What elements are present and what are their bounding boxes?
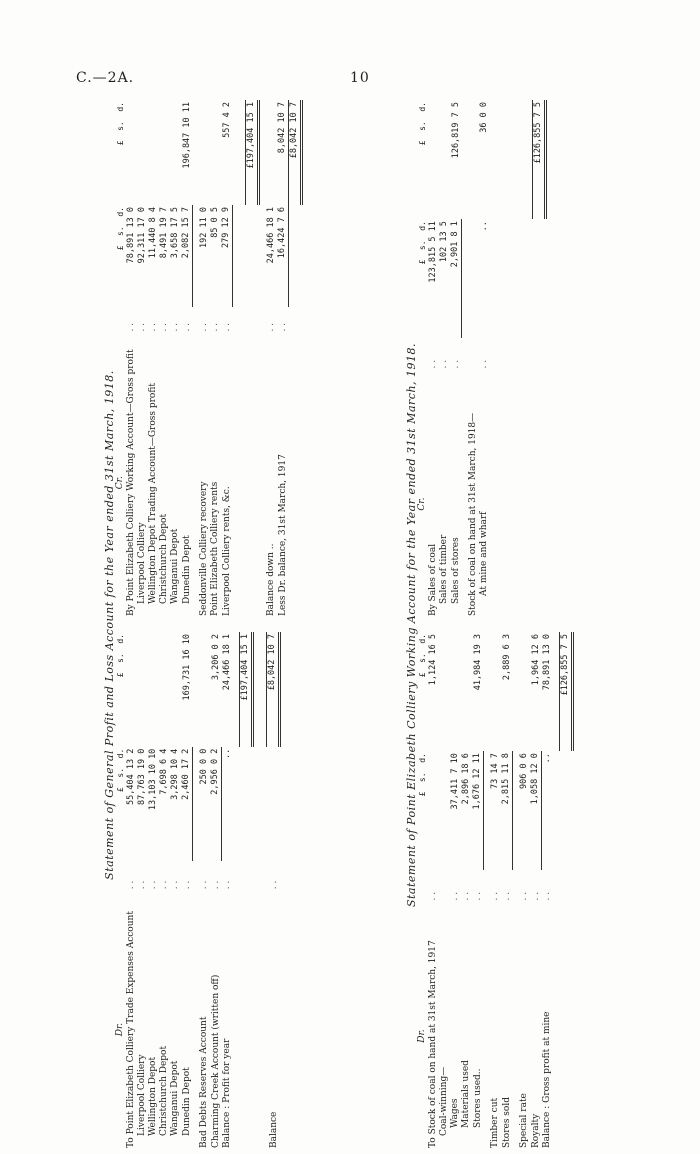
ledger-row: Stores used.. . . 1,676 12 11 41,984 19 3 [472,632,484,1150]
row-label: Liverpool Colliery [137,1054,147,1136]
row-label: Less Dr. balance, 31st March, 1917 [277,454,288,616]
row-amount: 3,298 10 4 [170,748,180,800]
row-total: 1,964 12 6 [530,634,541,686]
col-pence: d. [418,102,427,112]
col-head-lsd [115,632,126,747]
row-label: Sales of stores [450,537,461,604]
general-profit-loss-account [104,100,303,1150]
row-label: Wanganui Depot [170,528,180,604]
col-pounds: £ [116,245,125,251]
dr-heading: Dr. [417,1029,427,1043]
row-label: Charming Creek Account (written off) [210,974,221,1148]
row-label: Point Elizabeth Colliery rents [210,481,220,616]
account1-credit-side [115,100,303,628]
row-amount: 2,815 11 8 [501,751,513,870]
col-pounds: £ [418,259,427,265]
col-shillings: s. [116,121,125,131]
row-label: Balance [268,1111,279,1148]
ledger-row: Bad Debts Reserves Account . . 250 0 0 [199,748,209,1148]
ledger-row: Sales of timber . . 102 13 5 [439,100,450,618]
row-label: To Point Elizabeth Colliery Trade Expenses Account [126,911,136,1148]
row-amount: 13,103 10 10 [148,748,158,811]
col-head-lsd [417,100,428,219]
col-pounds: £ [418,672,427,678]
ledger-row: Wellington Depot Trading Account—Gross profit . . 11,440 8 4 [148,100,159,618]
row-label: Seddonville Colliery recovery [199,481,209,616]
row-amount: 1,676 12 11 [472,751,484,870]
row-label: Coal-winning— [439,1066,449,1136]
col-pence: d. [116,634,125,644]
col-pence: d. [418,221,427,231]
row-amount: 7,698 6 4 [159,748,169,795]
col-pounds: £ [418,791,427,797]
credit-balance-total: £8,042 10 7 [289,100,302,205]
account1-title: Statement of General Profit and Loss Account for the Year ended 31st March, 1918. [103,370,116,880]
row-total: £8,042 10 7 [267,632,280,747]
ledger-row: Point Elizabeth Colliery rents . . 85 0 5 [210,207,220,616]
col-shillings: s. [116,653,125,663]
row-amount: .. [222,748,232,759]
row-label: By Sales of coal [428,543,438,616]
row-label: Christchurch Depot [159,513,169,604]
ledger-row [439,632,450,1150]
row-label: Royalty [530,1113,541,1148]
cr-heading: Cr. [115,476,125,490]
ledger-row: Balance down .. . . 24,466 18 1 [266,207,276,616]
ledger-row: Christchurch Depot . . 8,491 19 7 [159,100,170,618]
row-label: Stock of coal on hand at 31st March, 1918— [468,412,478,616]
row-amount: 250 0 0 [199,748,209,785]
row-amount: 55,404 13 2 [126,748,136,805]
col-pounds: £ [418,140,427,146]
ledger-row: Less Dr. balance, 31st March, 1917 . . 16,424 7 6 8,042 10 7 [277,102,288,616]
colliery-working-account [406,100,574,1150]
row-total: 3,206 0 2 [210,634,221,681]
ledger-row: Dunedin Depot . . 2,460 17 2 169,731 16 10 [181,632,193,1150]
row-total: 24,466 18 1 [222,634,232,691]
debit-grand-total: £126,855 7 5 [560,632,573,751]
row-label: Stores used.. [472,1068,483,1128]
row-amount: 2,082 15 7 [181,205,193,307]
row-label: By Point Elizabeth Colliery Working Account—Gross profit [126,349,136,616]
col-pence: d. [418,753,427,763]
row-amount: 37,411 7 10 [450,753,460,810]
rotated-statement-sheet [80,100,640,1150]
credit-grand-total: £126,855 7 5 [533,100,546,219]
ledger-row: Balance : Gross profit at mine . . .. 78,891 13 0 [542,634,552,1148]
col-head-lsd [115,205,126,307]
row-label: Balance : Profit for year [222,1038,232,1148]
page-number: 10 [350,70,370,86]
ledger-row: Liverpool Colliery rents, &c. . . 279 12 9 557 4 2 [221,102,232,616]
col-shillings: s. [116,767,125,778]
ledger-row: Sales of stores . . 2,901 8 1 126,819 7 5 [450,100,462,618]
row-amount: 24,466 18 1 [266,207,276,264]
ledger-row [468,100,479,618]
col-head-lsd [417,751,428,870]
ledger-row: Materials used . . 2,896 18 6 [461,632,472,1150]
row-amount: 87,763 19 0 [137,748,147,805]
row-label: Dunedin Depot [181,535,192,604]
ledger-row: Royalty . . 1,058 12 0 1,964 12 6 [530,634,541,1148]
row-amount: 2,956 0 2 [210,747,222,861]
row-total: 196,847 10 11 [181,102,192,169]
ledger-row: Special rate . . 906 0 6 [519,753,529,1148]
account2-debit-side [417,628,574,1150]
row-amount: 2,896 18 6 [461,753,471,805]
row-amount: 906 0 6 [519,753,529,789]
row-total: 36 0 0 [479,102,489,133]
row-label: Special rate [519,1093,529,1148]
col-head-lsd [115,747,126,861]
ledger-row: Liverpool Colliery . . 92,311 17 0 [137,100,148,618]
row-label: Balance : Gross profit at mine [542,1011,552,1148]
row-amount: .. [542,753,552,764]
dr-heading: Dr. [115,1022,125,1037]
col-pounds: £ [116,672,125,678]
row-amount: 11,440 8 4 [148,207,158,259]
row-label: Wanganui Depot [170,1060,180,1136]
account1-debit-side [115,628,303,1150]
row-label: Wellington Depot [148,1056,158,1136]
row-amount: 123,815 5 11 [428,221,438,283]
ledger-row: Seddonville Colliery recovery . . 192 11 0 [199,207,209,616]
col-head-lsd [417,632,428,751]
row-amount: 78,891 13 0 [126,207,136,264]
row-amount: .. [479,221,489,232]
ledger-row: To Point Elizabeth Colliery Trade Expenses Account . . 55,404 13 2 [126,748,136,1148]
col-pence: d. [116,207,125,217]
credit-grand-total: £197,404 15 1 [246,100,259,205]
ledger-row: To Stock of coal on hand at 31st March, 1917 . . 1,124 16 5 [428,634,438,1148]
debit-grand-total: £197,404 15 1 [240,632,253,747]
row-label: Timber cut [490,1097,500,1148]
col-shillings: s. [418,121,427,131]
row-total: 41,984 19 3 [472,634,483,691]
row-label: Wellington Depot Trading Account—Gross profit [148,383,158,604]
col-pence: d. [418,634,427,644]
row-label: Christchurch Depot [159,1045,169,1136]
row-amount: 8,491 19 7 [159,207,169,259]
row-amount: 1,058 12 0 [530,751,542,870]
account2-title: Statement of Point Elizabeth Colliery Working Account for the Year ended 31st March, 1918. [405,342,418,908]
ledger-row: Timber cut . . 73 14 7 [490,753,500,1148]
row-total: 2,889 6 3 [501,634,512,681]
row-amount: 2,460 17 2 [181,747,193,861]
row-label: Liverpool Colliery rents, &c. [221,486,232,616]
ledger-row: Balance . . £8,042 10 7 [267,634,279,1148]
row-total: 126,819 7 5 [450,102,461,159]
ledger-row: Wanganui Depot . . 3,658 17 5 [170,100,181,618]
row-amount: 16,424 7 6 [277,205,289,307]
row-amount: 73 14 7 [490,753,500,789]
row-label: Dunedin Depot [181,1067,192,1136]
report-reference: C.—2A. [76,70,135,86]
row-amount: 3,658 17 5 [170,207,180,259]
ledger-row: Stores sold . . 2,815 11 8 2,889 6 3 [501,634,512,1148]
row-total: 8,042 10 7 [277,102,287,154]
row-label: Materials used [461,1060,471,1128]
row-amount: 102 13 5 [439,221,449,263]
ledger-row: Balance : Profit for year . . .. 24,466 18 1 [222,634,232,1148]
ledger-row: Wellington Depot . . 13,103 10 10 [148,632,159,1150]
row-amount: 85 0 5 [210,207,220,238]
row-label: Stores sold [501,1097,512,1148]
col-head-lsd [115,100,126,205]
col-head-lsd [417,219,428,338]
row-label: To Stock of coal on hand at 31st March, 1917 [428,940,438,1148]
row-label: Sales of timber [439,534,449,604]
col-pounds: £ [116,787,125,793]
ledger-row: At mine and wharf . . .. 36 0 0 [479,100,490,618]
col-shillings: s. [418,653,427,663]
row-amount: 279 12 9 [221,205,233,307]
ledger-row: Charming Creek Account (written off) . . 2,956 0 2 3,206 0 2 [210,634,221,1148]
ledger-row: Christchurch Depot . . 7,698 6 4 [159,632,170,1150]
ledger-row: Dunedin Depot . . 2,082 15 7 196,847 10 11 [181,100,193,618]
row-total: 1,124 16 5 [428,634,438,686]
col-shillings: s. [116,226,125,236]
row-label: Wages [450,1098,460,1128]
row-amount: 2,901 8 1 [450,219,462,338]
row-label: At mine and wharf [479,511,489,596]
ledger-row: Wages . . 37,411 7 10 [450,632,461,1150]
row-total: 169,731 16 10 [181,634,192,701]
col-pence: d. [116,748,125,759]
ledger-row: By Point Elizabeth Colliery Working Account—Gross profit . . 78,891 13 0 [126,207,136,616]
col-pounds: £ [116,140,125,146]
account2-credit-side [417,100,574,628]
row-label: Bad Debts Reserves Account [199,1016,209,1148]
row-label: Balance down .. [266,543,276,616]
row-amount: 92,311 17 0 [137,207,147,264]
col-shillings: s. [418,772,427,783]
ledger-row: By Sales of coal . . 123,815 5 11 [428,221,438,616]
row-total: 557 4 2 [221,102,232,138]
row-total: 78,891 13 0 [542,634,552,691]
ledger-row: Wanganui Depot . . 3,298 10 4 [170,632,181,1150]
col-shillings: s. [418,240,427,251]
col-pence: d. [116,102,125,112]
row-amount: 192 11 0 [199,207,209,248]
row-label: Liverpool Colliery [137,522,147,604]
ledger-row: Liverpool Colliery . . 87,763 19 0 [137,632,148,1150]
cr-heading: Cr. [417,497,427,511]
